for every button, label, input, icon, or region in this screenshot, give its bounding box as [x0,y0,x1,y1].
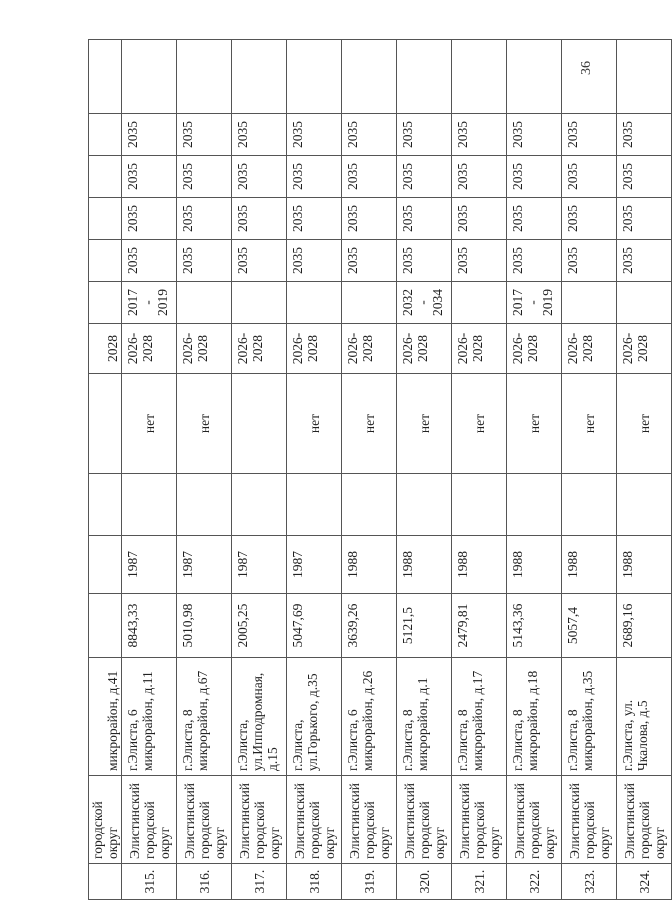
year-2035-cell-1: 2035 [452,240,507,282]
address-cell: г.Элиста, 8 микрорайон, д.18 [507,658,562,776]
year-cell: 1988 [562,536,617,594]
year-2035-cell-4: 2035 [287,114,342,156]
repair-period-cell [342,282,397,324]
table-row [397,40,452,900]
district-cell: Элистинский городской округ [287,776,342,864]
year-cell: 1987 [232,536,287,594]
year-cell: 1988 [342,536,397,594]
address-cell: г.Элиста, ул.Ипподромная, д.15 [232,658,287,776]
year-2035-cell-2: 2035 [177,198,232,240]
blank-cell [122,474,177,536]
area-cell: 5047,69 [287,594,342,658]
year-2035-cell-4: 2035 [122,114,177,156]
period-cell: 2026- 2028 [287,324,342,374]
header-cell-period: 2028 [89,324,122,374]
address-cell: г.Элиста, 6 микрорайон, д.26 [342,658,397,776]
flag-cell: нет [287,374,342,474]
year-2035-cell-2: 2035 [507,198,562,240]
extra-cell [452,40,507,114]
blank-cell [397,474,452,536]
header-cell-blank [89,474,122,536]
period-cell: 2026- 2028 [397,324,452,374]
year-2035-cell-2: 2035 [397,198,452,240]
header-cell-y2 [89,198,122,240]
row-number: 316. [177,864,232,900]
year-2035-cell-4: 2035 [397,114,452,156]
period-cell: 2026- 2028 [452,324,507,374]
flag-cell: нет [342,374,397,474]
year-2035-cell-2: 2035 [452,198,507,240]
repair-period-cell: 2017 - 2019 [507,282,562,324]
blank-cell [232,474,287,536]
year-2035-cell-2: 2035 [122,198,177,240]
year-cell: 1987 [177,536,232,594]
row-number: 315. [122,864,177,900]
table-row [617,40,672,900]
blank-cell [177,474,232,536]
period-cell: 2026- 2028 [342,324,397,374]
repair-period-cell [232,282,287,324]
extra-cell [177,40,232,114]
period-cell: 2026- 2028 [122,324,177,374]
year-2035-cell-2: 2035 [287,198,342,240]
year-2035-cell-3: 2035 [287,156,342,198]
blank-cell [617,474,672,536]
period-cell: 2026- 2028 [617,324,672,374]
repair-period-cell [177,282,232,324]
area-cell: 8843,33 [122,594,177,658]
repair-period-cell [617,282,672,324]
table-row [122,40,177,900]
year-2035-cell-3: 2035 [617,156,672,198]
header-cell-num [89,864,122,900]
blank-cell [562,474,617,536]
extra-cell [617,40,672,114]
area-cell: 5143,36 [507,594,562,658]
year-cell: 1987 [287,536,342,594]
period-cell: 2026- 2028 [507,324,562,374]
year-2035-cell-1: 2035 [342,240,397,282]
extra-cell [507,40,562,114]
row-number: 317. [232,864,287,900]
year-2035-cell-4: 2035 [452,114,507,156]
page-number: 36 [579,61,594,75]
blank-cell [507,474,562,536]
year-2035-cell-1: 2035 [177,240,232,282]
extra-cell [397,40,452,114]
period-cell: 2026- 2028 [562,324,617,374]
blank-cell [287,474,342,536]
table-row [562,40,617,900]
table-row [342,40,397,900]
flag-cell [232,374,287,474]
table-body [89,40,672,900]
year-2035-cell-4: 2035 [232,114,287,156]
housing-table [88,39,672,900]
header-cell-year [89,536,122,594]
header-cell-y3 [89,156,122,198]
area-cell: 5057,4 [562,594,617,658]
year-2035-cell-4: 2035 [342,114,397,156]
extra-cell [232,40,287,114]
extra-cell [122,40,177,114]
table-row [287,40,342,900]
address-cell: г.Элиста, ул.Горького, д.35 [287,658,342,776]
flag-cell: нет [397,374,452,474]
address-cell: г.Элиста, 8 микрорайон, д.1 [397,658,452,776]
year-2035-cell-2: 2035 [232,198,287,240]
row-number: 322. [507,864,562,900]
year-2035-cell-1: 2035 [122,240,177,282]
table-row [507,40,562,900]
district-cell: Элистинский городской округ [122,776,177,864]
header-cell-flag [89,374,122,474]
row-number: 318. [287,864,342,900]
blank-cell [342,474,397,536]
header-row [89,40,122,900]
year-2035-cell-1: 2035 [397,240,452,282]
address-cell: г.Элиста, 8 микрорайон, д.67 [177,658,232,776]
year-2035-cell-4: 2035 [177,114,232,156]
header-cell-y1 [89,240,122,282]
year-2035-cell-4: 2035 [617,114,672,156]
year-2035-cell-1: 2035 [232,240,287,282]
year-2035-cell-4: 2035 [562,114,617,156]
district-cell: Элистинский городской округ [177,776,232,864]
repair-period-cell: 2032 - 2034 [397,282,452,324]
blank-cell [452,474,507,536]
year-2035-cell-1: 2035 [562,240,617,282]
repair-period-cell [287,282,342,324]
period-cell: 2026- 2028 [232,324,287,374]
extra-cell [342,40,397,114]
area-cell: 2689,16 [617,594,672,658]
header-cell-extra [89,40,122,114]
flag-cell: нет [177,374,232,474]
table-row [232,40,287,900]
year-2035-cell-3: 2035 [342,156,397,198]
extra-cell [562,40,617,114]
header-cell-y4 [89,114,122,156]
year-2035-cell-3: 2035 [177,156,232,198]
district-cell: Элистинский городской округ [452,776,507,864]
year-cell: 1988 [507,536,562,594]
year-2035-cell-1: 2035 [287,240,342,282]
period-cell: 2026- 2028 [177,324,232,374]
flag-cell: нет [452,374,507,474]
area-cell: 5010,98 [177,594,232,658]
year-cell: 1988 [397,536,452,594]
extra-cell [287,40,342,114]
address-cell: г.Элиста, 8 микрорайон, д.17 [452,658,507,776]
table-row [452,40,507,900]
district-cell: Элистинский городской округ [397,776,452,864]
year-2035-cell-4: 2035 [507,114,562,156]
repair-period-cell: 2017 - 2019 [122,282,177,324]
rotated-table-container [88,40,667,900]
district-cell: Элистинский городской округ [232,776,287,864]
flag-cell: нет [507,374,562,474]
district-cell: Элистинский городской округ [342,776,397,864]
header-cell-address: микрорайон, д.41 [89,658,122,776]
year-2035-cell-1: 2035 [617,240,672,282]
row-number: 320. [397,864,452,900]
header-cell-area [89,594,122,658]
year-2035-cell-1: 2035 [507,240,562,282]
year-2035-cell-3: 2035 [397,156,452,198]
district-cell: Элистинский городской округ [562,776,617,864]
table-row [177,40,232,900]
address-cell: г.Элиста, 6 микрорайон, д.11 [122,658,177,776]
area-cell: 2479,81 [452,594,507,658]
address-cell: г.Элиста, ул. Чкалова, д.5 [617,658,672,776]
flag-cell: нет [617,374,672,474]
row-number: 324. [617,864,672,900]
year-cell: 1988 [452,536,507,594]
flag-cell: нет [562,374,617,474]
year-cell: 1987 [122,536,177,594]
row-number: 319. [342,864,397,900]
flag-cell: нет [122,374,177,474]
year-2035-cell-3: 2035 [562,156,617,198]
repair-period-cell [562,282,617,324]
district-cell: Элистинский городской округ [617,776,672,864]
row-number: 321. [452,864,507,900]
header-cell-p2 [89,282,122,324]
district-cell: Элистинский городской округ [507,776,562,864]
area-cell: 5121,5 [397,594,452,658]
year-cell: 1988 [617,536,672,594]
header-cell-district: городской округ [89,776,122,864]
repair-period-cell [452,282,507,324]
address-cell: г.Элиста, 8 микрорайон, д.35 [562,658,617,776]
year-2035-cell-3: 2035 [232,156,287,198]
row-number: 323. [562,864,617,900]
year-2035-cell-2: 2035 [617,198,672,240]
area-cell: 2005,25 [232,594,287,658]
area-cell: 3639,26 [342,594,397,658]
year-2035-cell-3: 2035 [122,156,177,198]
year-2035-cell-2: 2035 [342,198,397,240]
year-2035-cell-3: 2035 [452,156,507,198]
year-2035-cell-3: 2035 [507,156,562,198]
year-2035-cell-2: 2035 [562,198,617,240]
